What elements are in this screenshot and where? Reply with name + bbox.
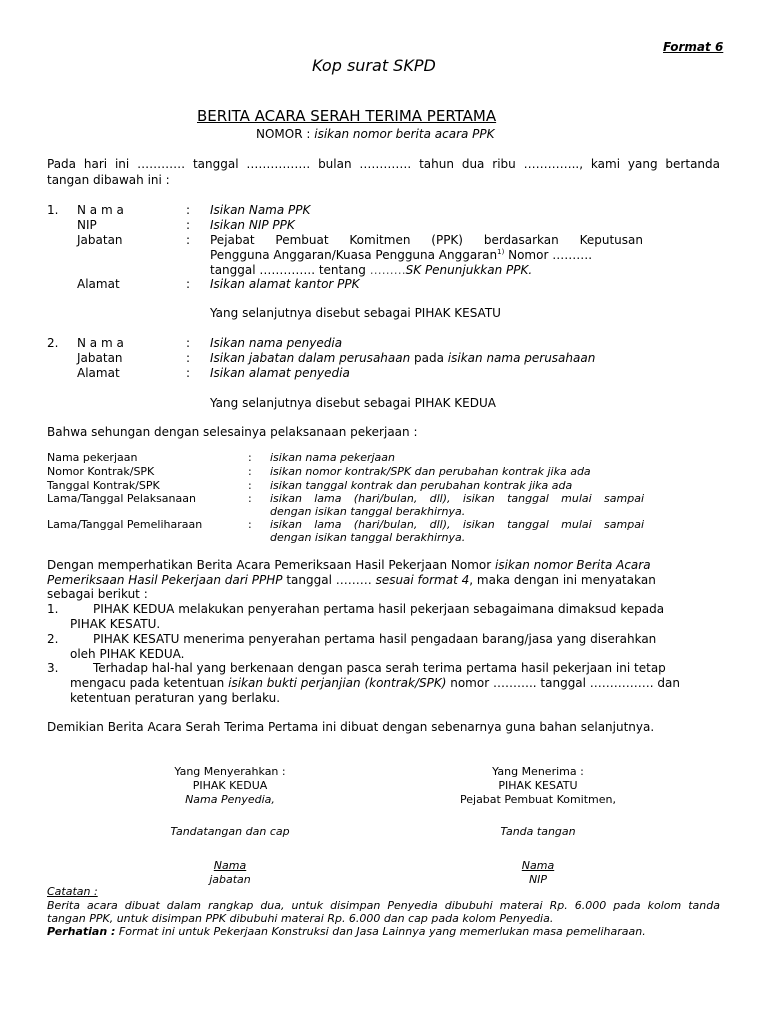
jabatan-line-3-dots: ……… xyxy=(369,263,406,277)
party-1-jabatan-label: Jabatan xyxy=(77,233,123,247)
document-title: BERITA ACARA SERAH TERIMA PERTAMA xyxy=(197,107,497,125)
detail-value: isikan nama pekerjaan xyxy=(270,451,396,464)
detail-value: isikan lama (hari/bulan, dll), isikan tanggal mulai sampai xyxy=(270,518,644,531)
consider-ba-nomor: isikan nomor Berita Acara xyxy=(494,558,651,572)
catatan-line-1: Berita acara dibuat dalam rangkap dua, untuk disimpan Penyedia dibubuhi materai Rp. 6.000 pada kolom tanda xyxy=(47,899,720,912)
point-line: Terhadap hal-hal yang berkenaan dengan pasca serah terima pertama hasil pekerjaan ini tetap xyxy=(93,661,666,675)
nomor-value: isikan nomor berita acara PPK xyxy=(314,127,495,141)
consider-line-3: sebagai berikut : xyxy=(47,587,148,601)
colon: : xyxy=(186,277,191,291)
jabatan-value-c: isikan nama perusahaan xyxy=(447,351,596,365)
signature-right xyxy=(438,765,638,887)
footnote-marker: 1) xyxy=(497,248,505,256)
detail-label: Lama/Tanggal Pemeliharaan xyxy=(47,518,203,531)
intro-line-2: tangan dibawah ini : xyxy=(47,173,170,187)
perhatian-text: Format ini untuk Pekerjaan Konstruksi dan Jasa Lainnya yang memerlukan masa pemeliharaan. xyxy=(115,925,646,938)
detail-value-cont: dengan isikan tanggal berakhirnya. xyxy=(270,531,466,544)
colon: : xyxy=(186,366,191,380)
jabatan-line-3-sk: SK Penunjukkan PPK. xyxy=(405,263,533,277)
nomor-line xyxy=(256,127,495,141)
sign-pihak: PIHAK KESATU xyxy=(498,779,578,792)
bahwa-line: Bahwa sehungan dengan selesainya pelaksanaan pekerjaan : xyxy=(47,425,418,439)
signature-left xyxy=(130,765,330,887)
point-text: nomor ……….. tanggal ……………. dan xyxy=(446,676,681,690)
detail-value: isikan lama (hari/bulan, dll), isikan tanggal mulai sampai xyxy=(270,492,644,505)
colon: : xyxy=(248,479,252,492)
sign-pihak: PIHAK KEDUA xyxy=(192,779,268,792)
detail-label: Nomor Kontrak/SPK xyxy=(47,465,155,478)
party-1-pihak: Yang selanjutnya disebut sebagai PIHAK KESATU xyxy=(210,306,501,320)
consider-text: Dengan memperhatikan Berita Acara Pemeriksaan Hasil Pekerjaan Nomor xyxy=(47,558,495,572)
party-2-number: 2. xyxy=(47,336,59,350)
point-text: mengacu pada ketentuan xyxy=(70,676,229,690)
point-number: 1. xyxy=(47,602,59,616)
party-2-alamat-label: Alamat xyxy=(77,366,120,380)
party-1-alamat-label: Alamat xyxy=(77,277,120,291)
kop-surat: Kop surat SKPD xyxy=(312,56,436,75)
party-2-nama-value: Isikan nama penyedia xyxy=(210,336,343,350)
colon: : xyxy=(248,492,252,505)
colon: : xyxy=(186,218,191,232)
point-line xyxy=(70,676,680,690)
nomor-label: NOMOR : xyxy=(256,127,311,141)
party-2-jabatan-value xyxy=(210,351,595,365)
sign-instruction: Tandatangan dan cap xyxy=(170,825,290,838)
sign-title: NIP xyxy=(528,873,548,886)
sign-who: Nama Penyedia, xyxy=(185,793,275,806)
point-number: 2. xyxy=(47,632,59,646)
intro-line-1: Pada hari ini ………… tanggal ……………. bulan …………. tahun dua ribu ………….., kami yang bertanda xyxy=(47,157,720,171)
detail-value: isikan tanggal kontrak dan perubahan kontrak jika ada xyxy=(270,479,573,492)
party-1-jabatan-line-2 xyxy=(210,248,592,262)
point-line: oleh PIHAK KEDUA. xyxy=(70,647,185,661)
detail-value-cont: dengan isikan tanggal berakhirnya. xyxy=(270,505,466,518)
detail-value: isikan nomor kontrak/SPK dan perubahan kontrak jika ada xyxy=(270,465,591,478)
perhatian-label: Perhatian : xyxy=(47,925,116,938)
party-1-number: 1. xyxy=(47,203,59,217)
party-2-jabatan-label: Jabatan xyxy=(77,351,123,365)
colon: : xyxy=(248,451,252,464)
consider-pphp: Pemeriksaan Hasil Pekerjaan dari PPHP xyxy=(47,573,283,587)
sign-role: Yang Menerima : xyxy=(492,765,584,778)
jabatan-line-2-text: Pengguna Anggaran/Kuasa Pengguna Anggaran xyxy=(210,248,498,262)
format-label: Format 6 xyxy=(663,40,724,54)
catatan-label: Catatan : xyxy=(47,885,98,898)
consider-format: sesuai format 4 xyxy=(375,573,470,587)
consider-tanggal: tanggal ……… xyxy=(282,573,376,587)
jabatan-line-3-text: tanggal ………….. tentang xyxy=(210,263,370,277)
detail-label: Nama pekerjaan xyxy=(47,451,138,464)
party-1-jabatan-line-3 xyxy=(210,263,532,277)
jabatan-value-a: Isikan jabatan dalam perusahaan xyxy=(210,351,411,365)
party-2-nama-label: N a m a xyxy=(77,336,124,350)
colon: : xyxy=(186,351,191,365)
point-line: PIHAK KESATU. xyxy=(70,617,161,631)
party-2-alamat-value: Isikan alamat penyedia xyxy=(210,366,350,380)
party-1-jabatan-line-1: Pejabat Pembuat Komitmen (PPK) berdasarkan Keputusan xyxy=(210,233,643,247)
sign-name: Nama xyxy=(521,859,555,872)
party-1-alamat-value: Isikan alamat kantor PPK xyxy=(210,277,360,291)
sign-name: Nama xyxy=(213,859,247,872)
consider-text: , maka dengan ini menyatakan xyxy=(469,573,656,587)
point-line: PIHAK KESATU menerima penyerahan pertama hasil pengadaan barang/jasa yang diserahkan xyxy=(93,632,657,646)
jabatan-value-b: pada xyxy=(410,351,448,365)
colon: : xyxy=(186,203,191,217)
point-kontrak: isikan bukti perjanjian (kontrak/SPK) xyxy=(228,676,447,690)
party-1-nip-label: NIP xyxy=(77,218,97,232)
closing-line: Demikian Berita Acara Serah Terima Pertama ini dibuat dengan sebenarnya guna bahan selanjutnya. xyxy=(47,720,655,734)
point-line: ketentuan peraturan yang berlaku. xyxy=(70,691,281,705)
detail-label: Tanggal Kontrak/SPK xyxy=(47,479,160,492)
colon: : xyxy=(186,336,191,350)
sign-title: jabatan xyxy=(209,873,251,886)
sign-role: Yang Menyerahkan : xyxy=(174,765,286,778)
jabatan-line-2-nomor: Nomor ………. xyxy=(504,248,593,262)
point-number: 3. xyxy=(47,661,59,675)
party-2-pihak: Yang selanjutnya disebut sebagai PIHAK KEDUA xyxy=(210,396,496,410)
sign-who: Pejabat Pembuat Komitmen, xyxy=(460,793,616,806)
party-1-nama-value: Isikan Nama PPK xyxy=(210,203,311,217)
catatan-line-2: tangan PPK, untuk disimpan PPK dibubuhi materai Rp. 6.000 dan cap pada kolom Penyedia. xyxy=(47,912,554,925)
colon: : xyxy=(186,233,191,247)
colon: : xyxy=(248,465,252,478)
detail-label: Lama/Tanggal Pelaksanaan xyxy=(47,492,196,505)
colon: : xyxy=(248,518,252,531)
point-line: PIHAK KEDUA melakukan penyerahan pertama hasil pekerjaan sebagaimana dimaksud kepada xyxy=(93,602,665,616)
perhatian-line xyxy=(47,925,646,938)
sign-instruction: Tanda tangan xyxy=(500,825,576,838)
party-1-nama-label: N a m a xyxy=(77,203,124,217)
consider-line-2 xyxy=(47,573,656,587)
party-1-nip-value: Isikan NIP PPK xyxy=(210,218,295,232)
consider-line-1 xyxy=(47,558,651,572)
